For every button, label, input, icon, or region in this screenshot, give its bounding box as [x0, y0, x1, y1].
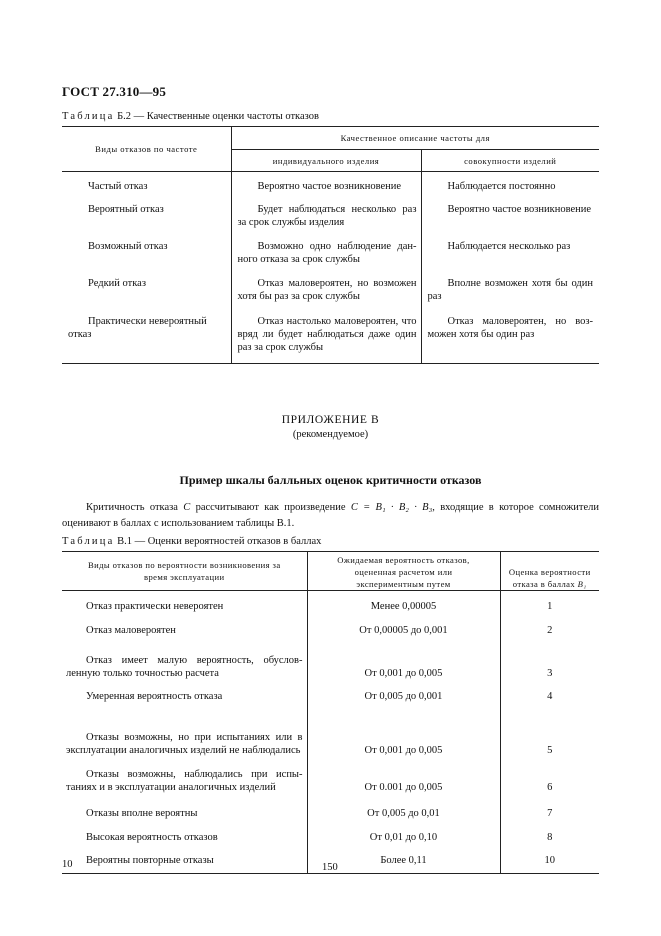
page-number-left: 10 [62, 859, 73, 870]
paragraph-pre: Критичность отказа [86, 502, 184, 513]
appendix-title: ПРИЛОЖЕНИЕ В [281, 414, 380, 426]
population-description: Наблюдается постоянно [421, 172, 599, 199]
failure-kind: Вероятный отказ [88, 203, 164, 215]
table-row [62, 613, 599, 639]
probability: От 0,001 до 0,005 [307, 706, 500, 763]
header-failure-kinds: Виды отказов по частоте [62, 127, 231, 172]
probability: От 0,005 до 0,01 [307, 800, 500, 826]
individual-description: Будет наблюдаться несколько раз за срок службы изделия [231, 199, 421, 233]
table-b2 [62, 126, 599, 364]
failure-kind: Отказы возможны, наблюдались при испытаниях и в эксплуатации аналогичных изделий [66, 768, 303, 793]
table-label: Таблица [62, 111, 115, 122]
table-row [62, 800, 599, 826]
paragraph-mid: рассчитывают как произведение [190, 502, 351, 513]
population-description: Вероятно частое возникновение [421, 199, 599, 233]
score: 10 [500, 850, 599, 874]
failure-kind: Вероятны повторные отказы [86, 855, 214, 866]
table-row [62, 682, 599, 706]
probability: От 0,01 до 0,10 [307, 826, 500, 850]
failure-kind: Возможный отказ [88, 240, 168, 252]
failure-kind: Отказ маловероятен [86, 624, 176, 636]
caption-text: Б.2 — Качественные оценки частоты отказов [114, 111, 319, 122]
failure-kind: Отказ практически невероятен [86, 600, 224, 612]
header-individual: индивидуального изделия [231, 150, 421, 172]
table-row [62, 233, 599, 270]
population-description: Наблюдается несколько раз [421, 233, 599, 270]
header-expected-probability: Ожидаемая вероятность отказов, оцененная расчетом или экспериментным путем [307, 552, 500, 591]
table-b1 [62, 551, 599, 874]
paragraph-post: , входящие в которое сомножители оценивают в баллах с использованием таблицы В.1. [62, 502, 599, 529]
header-qualitative-description: Качественное описание частоты для [231, 127, 599, 150]
failure-kind: Отказы возможны, но при испытаниях или в эксплуатации аналогичных изделий не наблюдались [66, 731, 303, 756]
appendix-subtitle: (рекомендуемое) [292, 429, 369, 440]
table-row [62, 308, 599, 364]
individual-description: Отказ маловероятен, но возможен хотя бы раз за срок службы [231, 270, 421, 308]
header-score-var: B₁ [577, 579, 587, 589]
table-row [62, 706, 599, 763]
table-row [62, 270, 599, 308]
individual-description: Возможно одно наблюдение данного отказа за срок службы [231, 233, 421, 270]
table-row [62, 172, 599, 199]
failure-kind: Практически невероятный отказ [68, 315, 207, 340]
score: 6 [500, 763, 599, 800]
intro-paragraph [62, 500, 599, 532]
table-row [62, 591, 599, 613]
probability: Более 0,11 [307, 850, 500, 874]
probability: От 0,001 до 0,005 [307, 639, 500, 682]
failure-kind: Высокая вероятность отказов [86, 831, 218, 843]
individual-description: Вероятно частое возникновение [231, 172, 421, 199]
table-label: Таблица [62, 536, 115, 547]
score: 7 [500, 800, 599, 826]
document-code: ГОСТ 27.310—95 [62, 84, 167, 99]
header-failure-kinds: Виды отказов по вероятности возникновения за время эксплуатации [62, 552, 307, 591]
failure-kind: Отказ имеет малую вероятность, обусловленную только точностью расчета [66, 654, 303, 679]
probability: От 0,005 до 0,001 [307, 682, 500, 706]
formula: C = B₁ · B₂ · B₃ [350, 502, 433, 513]
failure-kind: Редкий отказ [88, 277, 146, 289]
score: 2 [500, 613, 599, 639]
failure-kind: Умеренная вероятность отказа [86, 690, 223, 702]
score: 1 [500, 591, 599, 613]
table-b2-caption [62, 111, 319, 122]
score: 8 [500, 826, 599, 850]
table-row [62, 639, 599, 682]
failure-kind: Частый отказ [88, 181, 148, 192]
probability: От 0,00005 до 0,001 [307, 613, 500, 639]
score: 5 [500, 706, 599, 763]
failure-kind: Отказы вполне вероятны [86, 807, 198, 819]
table-row [62, 199, 599, 233]
section-heading: Пример шкалы балльных оценок критичности отказов [179, 473, 482, 487]
probability: Менее 0,00005 [307, 591, 500, 613]
header-score [500, 552, 599, 591]
score: 3 [500, 639, 599, 682]
table-row [62, 826, 599, 850]
probability: От 0.001 до 0,005 [307, 763, 500, 800]
score: 4 [500, 682, 599, 706]
variable-c: C [183, 502, 191, 513]
population-description: Отказ маловероятен, но возможен хотя бы один раз [421, 308, 599, 364]
page-number-center: 150 [322, 862, 338, 873]
individual-description: Отказ настолько маловероятен, что вряд ли будет наблюдаться даже один раз за срок службы [231, 308, 421, 364]
population-description: Вполне возможен хотя бы один раз [421, 270, 599, 308]
header-score-text: Оценка вероятности отказа в баллах [508, 567, 591, 589]
table-row [62, 763, 599, 800]
caption-text: В.1 — Оценки вероятностей отказов в баллах [114, 536, 322, 547]
table-b1-caption [62, 536, 321, 547]
header-population: совокупности изделий [421, 150, 599, 172]
